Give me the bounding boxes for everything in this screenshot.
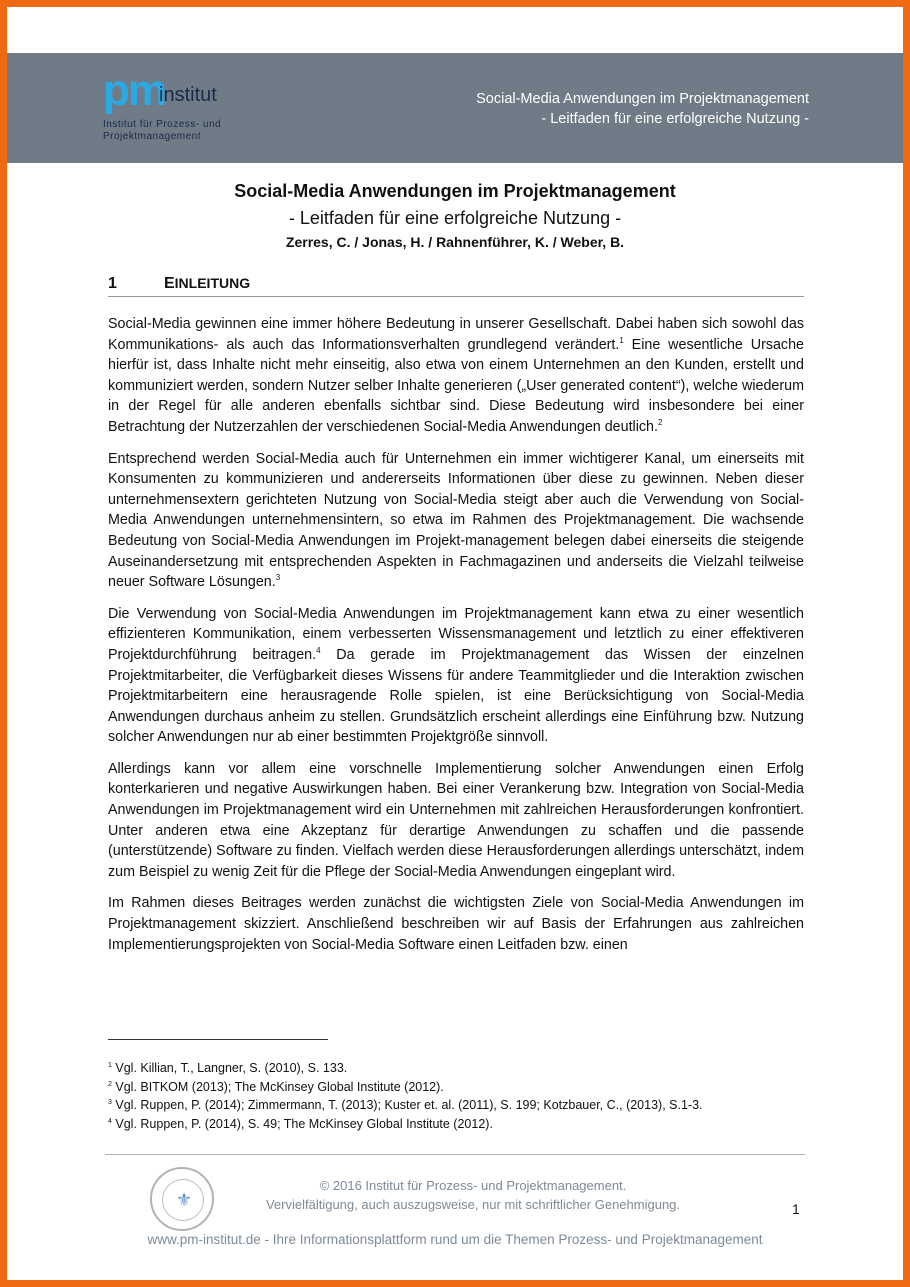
paragraph (108, 759, 804, 883)
footnote-number: 3 (108, 1099, 112, 1106)
header-band (7, 53, 903, 163)
copyright-notice (223, 1176, 723, 1214)
paragraph (108, 893, 804, 955)
footnote-separator (108, 1039, 328, 1040)
header-title (476, 89, 809, 129)
footnote-text: Vgl. Ruppen, P. (2014); Zimmermann, T. (2013); Kuster et. al. (2011), S. 199; Kotzbauer, C., (2013), S.1-3. (115, 1098, 703, 1112)
footnote (108, 1115, 804, 1134)
page-number: 1 (792, 1201, 800, 1217)
paragraph (108, 449, 804, 593)
document-title: Social-Media Anwendungen im Projektmanagement (234, 181, 676, 201)
section-title-rest: INLEITUNG (174, 275, 251, 291)
footnote-ref[interactable]: 3 (275, 573, 281, 583)
footnote (108, 1096, 804, 1115)
pm-institut-logo[interactable] (103, 66, 263, 149)
footnote-text: Vgl. Killian, T., Langner, S. (2010), S. 133. (115, 1061, 348, 1075)
logo-pm-text: pm (103, 66, 165, 115)
paragraph-text: Da gerade im Projektmanagement das Wissen der einzelnen Projektmitarbeiter, die Verfügbarkeit dieses Wissens für andere Teammitglieder und die Interaktion zwischen Projektmitarbeitern eine herausragende Rolle spielen, ist eine Berücksichtigung von Social-Media Anwendungen durchaus anheim zu stellen. Grundsätzlich erscheint allerdings eine Einführung bzw. Nutzung solcher Anwendungen nur ab einer bestimmten Projektgröße sinnvoll. (108, 646, 804, 746)
section-title-first-letter: E (164, 275, 175, 292)
footer-separator (105, 1154, 805, 1155)
footnote-number: 1 (108, 1062, 112, 1069)
section-heading (108, 275, 804, 297)
footnote-ref[interactable]: 4 (316, 645, 321, 655)
institute-seal-icon (150, 1167, 214, 1231)
paragraph-text: Entsprechend werden Social-Media auch für Unternehmen ein immer wichtigerer Kanal, um einerseits mit Konsumenten zu kommunizieren und andererseits Informationen über diese zu gewinnen. Neben dieser unternehmensextern gerichteten Nutzung von Social-Media steigt aber auch die Verwendung von Social-Media Anwendungen unternehmensintern, so etwa im Rahmen des Projektmanagement. Die wachsende Bedeutung von Social-Media Anwendungen im Projekt-management belegen dabei einerseits die steigende Auseinandersetzung mit entsprechenden Aspekten in Fachmagazinen und anderseits die Vielzahl teilweise neuer Software Lösungen. (108, 450, 804, 591)
footnote (108, 1059, 804, 1078)
logo-institut-text: institut (159, 84, 217, 106)
logo-subtitle-line2: Projektmanagement (103, 131, 201, 142)
paragraph (108, 314, 804, 438)
footnote (108, 1078, 804, 1097)
footnote-ref[interactable]: 2 (657, 417, 663, 427)
section-number: 1 (108, 275, 117, 292)
footnote-number: 2 (108, 1080, 112, 1088)
paragraph-text: Die Verwendung von Social-Media Anwendungen im Projektmanagement kann etwa zu einer wesentlich effizienteren Kommunikation, einem verbesserten Wissensmanagement und letztlich zu einer effektiveren Projektdurchführung beitragen. (108, 605, 804, 663)
document-authors: Zerres, C. / Jonas, H. / Rahnenführer, K. / Weber, B. (285, 234, 625, 250)
header-title-line2: - Leitfaden für eine erfolgreiche Nutzung - (541, 111, 809, 127)
paragraph-text: Eine wesentliche Ursache hierfür ist, dass Inhalte nicht mehr einseitig, also etwa von einem Unternehmen an den Kunden, erstellt und kommuniziert werden, sondern Nutzer selber Inhalte generieren („User generated content“), welche wiederum in der Regel für alle anderen ebenfalls sichtbar sind. Diese Bedeutung wird insbesondere bei einer Betrachtung der Nutzerzahlen der verschiedenen Social-Media Anwendungen deutlich. (108, 336, 804, 435)
footnotes (108, 1059, 804, 1133)
seal-inner-ring (162, 1179, 204, 1221)
fleur-de-lis-icon: ⚜ (176, 1190, 193, 1210)
website-footer-link[interactable]: www.pm-institut.de - Ihre Informationsplattform rund um die Themen Prozess- und Projektmanagement (147, 1232, 763, 1247)
logo-subtitle (103, 119, 263, 143)
paragraph-text: Im Rahmen dieses Beitrages werden zunächst die wichtigsten Ziele von Social-Media Anwendungen im Projektmanagement skizziert. Anschließend beschreiben wir auf Basis der Erfahrungen aus zahlreichen Implementierungsprojekten von Social-Media Software einen Leitfaden bzw. einen (108, 895, 804, 953)
footnote-text: Vgl. BITKOM (2013); The McKinsey Global Institute (2012). (115, 1079, 444, 1094)
header-title-line1: Social-Media Anwendungen im Projektmanagement (476, 91, 809, 107)
paragraph-text: Social-Media gewinnen eine immer höhere Bedeutung in unserer Gesellschaft. Dabei haben sich sowohl das Kommunikations- als auch das Informationsverhalten grundlegend verändert. (108, 316, 804, 353)
copyright-line2: Vervielfältigung, auch auszugsweise, nur mit schriftlicher Genehmigung. (265, 1197, 681, 1212)
paragraph (108, 604, 804, 748)
footnote-ref[interactable]: 1 (619, 335, 624, 345)
paragraph-text: Allerdings kann vor allem eine vorschnelle Implementierung solcher Anwendungen einen Erfolg konterkarieren und negative Auswirkungen haben. Bei einer Verankerung bzw. Integration von Social-Media Anwendungen im Projektmanagement wird ein Unternehmen mit zahlreichen Herausforderungen konfrontiert. Unter anderen etwa eine Akzeptanz für derartige Anwendungen zu schaffen und die passende (unterstützende) Software zu finden. Vielfach werden diese Herausforderungen allerdings unterschätzt, indem zum Beispiel zu wenig Zeit für die Pflege der Social-Media Anwendungen eingeplant wird. (108, 760, 804, 880)
logo-subtitle-line1: Institut für Prozess- und (103, 119, 222, 130)
footnote-number: 4 (108, 1117, 112, 1125)
copyright-line1: © 2016 Institut für Prozess- und Projektmanagement. (319, 1178, 627, 1193)
document-subtitle: - Leitfaden für eine erfolgreiche Nutzung - (288, 208, 622, 228)
footnote-text: Vgl. Ruppen, P. (2014), S. 49; The McKinsey Global Institute (2012). (115, 1116, 493, 1131)
body-text (108, 314, 804, 966)
